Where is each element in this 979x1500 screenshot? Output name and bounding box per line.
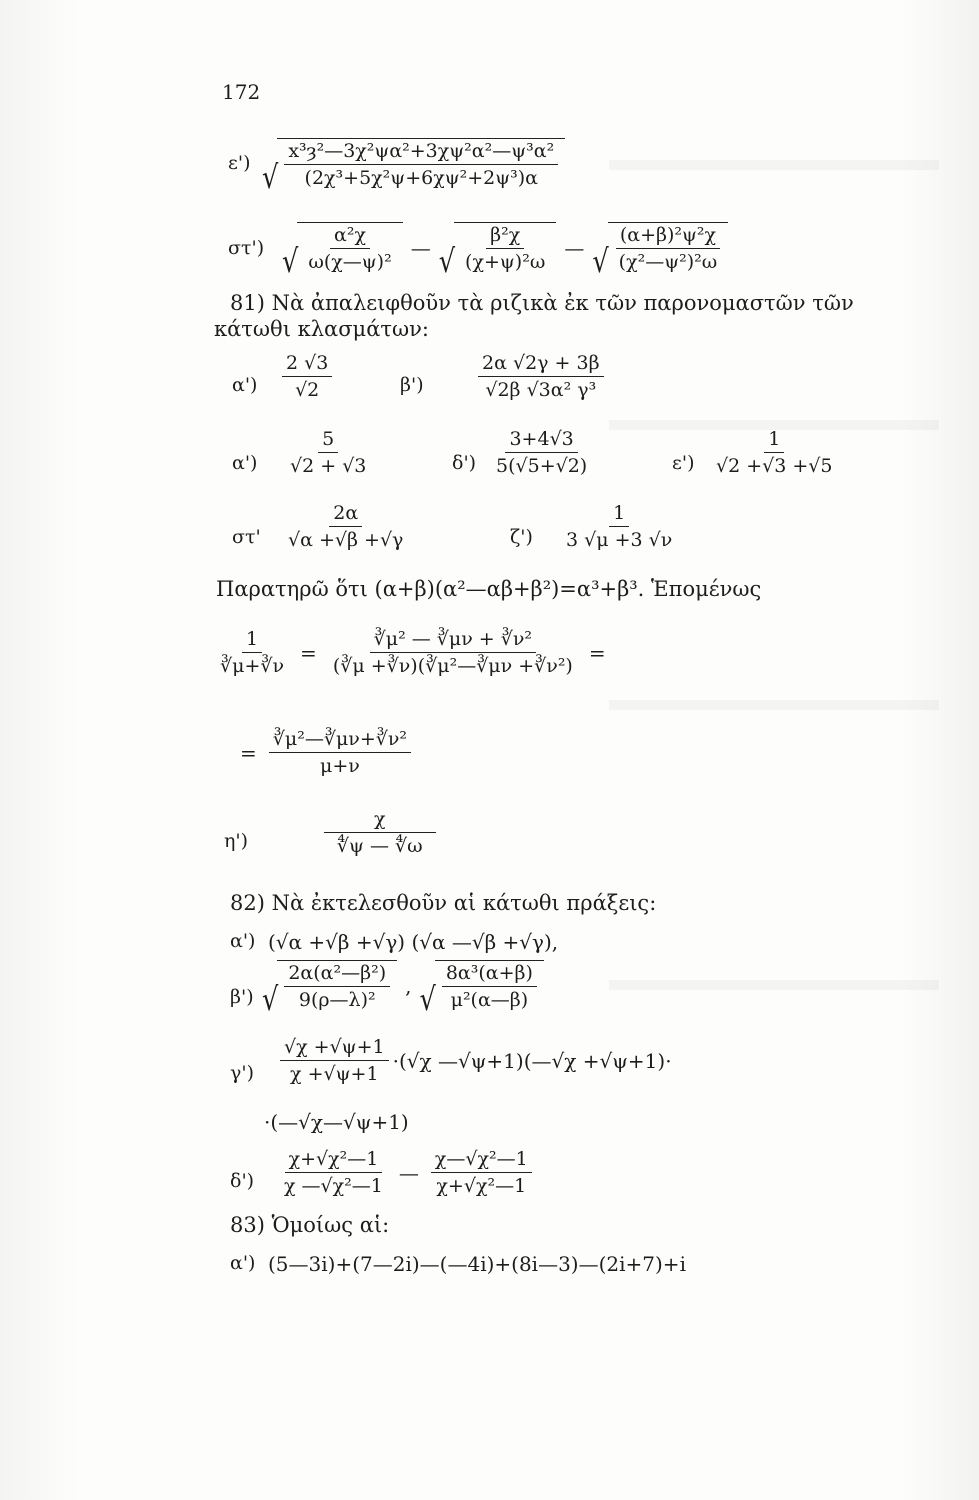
expression: (5—3i)+(7—2i)—(—4i)+(8i—3)—(2i+7)+i (268, 1252, 686, 1276)
numerator: 1 (764, 428, 784, 453)
exercise-label: α') (230, 1252, 256, 1274)
numerator: 8α³(α+β) (442, 962, 537, 987)
product-expression (276, 1036, 672, 1085)
denominator: 3 √μ +3 √ν (566, 529, 673, 551)
exercise-label: στ' (232, 526, 261, 548)
denominator: χ+√χ²—1 (436, 1175, 527, 1197)
denominator: ∛μ+∛ν (220, 655, 285, 677)
denominator: ∜ψ — ∜ω (336, 835, 423, 857)
exercise-label: β') (400, 374, 424, 396)
radical-expression: √ $\frac{\text{x³ȝ²—3χ²ψα²+3χψ²α²—ψ³α²}}{\text{(2χ³+5χ²ψ+6χψ²+2ψ³)α}}$ (262, 138, 565, 189)
numerator: χ—√χ²—1 (431, 1148, 532, 1173)
numerator: ∛μ²—∛μν+∛ν² (269, 728, 411, 753)
fraction (488, 428, 595, 477)
fraction (278, 352, 336, 401)
numerator: 3+4√3 (505, 428, 577, 453)
denominator: (χ+ψ)²ω (465, 251, 546, 273)
radical-expression: √ $\frac{\text{α²χ}}{\text{ω(χ—ψ)²}}$ — √ $\frac{\text{β²χ}}{\text{(χ+ψ)²ω}}$ — √ $\frac{\text{(α+β)²ψ²χ}}{\text{(χ²—ψ²)²ω}}$ (282, 222, 728, 273)
numerator: 1 (609, 502, 629, 527)
denominator: μ²(α—β) (450, 989, 529, 1011)
exercise-label: ε') (672, 452, 695, 474)
exercise-label: β') (230, 986, 254, 1008)
numerator: 5 (318, 428, 338, 453)
numerator: 2α √2γ + 3β (478, 352, 604, 377)
denominator: 9(ρ—λ)² (298, 989, 376, 1011)
bleed-through (609, 160, 939, 170)
exercise-label: ε') (228, 152, 251, 174)
exercise-label: στ') (228, 237, 265, 259)
exercise-label: η') (224, 830, 249, 852)
denominator: √2β √3α² γ³ (485, 379, 597, 401)
exercise-heading: 82) Νὰ ἐκτελεσθοῦν αἱ κάτωθι πράξεις: (230, 891, 657, 915)
expression: (√α +√β +√γ) (√α —√β +√γ), (268, 930, 559, 954)
denominator: (∛μ +∛ν)(∛μ²—∛μν +∛ν²) (332, 655, 573, 677)
fraction (280, 502, 411, 551)
exercise-heading: 83) Ὁμοίως αἱ: (230, 1213, 390, 1237)
difference-expression: $\frac{\text{χ+√χ²—1}}{\text{χ —√χ²—1}}$ — $\frac{\text{χ—√χ²—1}}{\text{χ+√χ²—1}}$ (276, 1148, 536, 1197)
identity-equation: $\frac{1}{∛\mu+∛\nu}$ = $\frac{\text{∛μ² — ∛μν + ∛ν²}}{\text{(∛μ +∛ν)(∛μ²—∛μν +∛ν²)}}$ = (212, 628, 614, 677)
fraction (474, 352, 608, 401)
denominator: √2 + √3 (290, 455, 367, 477)
numerator: 2α (329, 502, 362, 527)
denominator: χ +√ψ+1 (290, 1063, 379, 1085)
exercise-text: κάτωθι κλασμάτων: (214, 317, 429, 341)
fraction (320, 808, 440, 857)
bleed-through (609, 700, 939, 710)
expression: ·(—√χ—√ψ+1) (264, 1110, 409, 1134)
exercise-label: ζ') (510, 526, 533, 548)
exercise-label: α') (232, 452, 258, 474)
denominator: ω(χ—ψ)² (308, 251, 392, 273)
numerator: β²χ (486, 224, 524, 249)
denominator: √2 +√3 +√5 (716, 455, 833, 477)
denominator: (2χ³+5χ²ψ+6χψ²+2ψ³)α (304, 167, 539, 189)
exercise-label: α') (230, 930, 256, 952)
page-number: 172 (222, 80, 261, 104)
denominator: √α +√β +√γ (288, 529, 404, 551)
expression: ·(√χ —√ψ+1)(—√χ +√ψ+1)· (392, 1048, 672, 1073)
numerator: x³ȝ²—3χ²ψα²+3χψ²α²—ψ³α² (284, 140, 558, 165)
numerator: 1 (242, 628, 262, 653)
denominator: (χ²—ψ²)²ω (618, 251, 718, 273)
numerator: 2 √3 (282, 352, 332, 377)
exercise-label: γ') (230, 1062, 254, 1084)
exercise-label: α') (232, 374, 258, 396)
fraction (558, 502, 680, 551)
exercise-heading: 81) Νὰ ἀπαλειφθοῦν τὰ ριζικὰ ἐκ τῶν παρονομαστῶν τῶν (230, 291, 854, 315)
remark-text: Παρατηρῶ ὅτι (α+β)(α²—αβ+β²)=α³+β³. Ἑπομένως (216, 577, 762, 601)
denominator: √2 (295, 379, 320, 401)
denominator: χ —√χ²—1 (284, 1175, 383, 1197)
denominator: μ+ν (319, 755, 360, 777)
exercise-label: δ') (452, 452, 477, 474)
numerator: χ+√χ²—1 (285, 1148, 383, 1173)
bleed-through (609, 980, 939, 990)
numerator: √χ +√ψ+1 (280, 1036, 389, 1061)
numerator: χ (324, 808, 436, 833)
fraction (282, 428, 374, 477)
numerator: (α+β)²ψ²χ (616, 224, 720, 249)
fraction (708, 428, 841, 477)
numerator: α²χ (330, 224, 370, 249)
numerator: 2α(α²—β²) (284, 962, 390, 987)
exercise-label: δ') (230, 1170, 255, 1192)
denominator: 5(√5+√2) (496, 455, 588, 477)
radical-expression: √ $\frac{\text{2α(α²—β²)}}{\text{9(ρ—λ)²}}$ , √ $\frac{\text{8α³(α+β)}}{\text{μ²(α—β)}}$ (262, 960, 544, 1011)
identity-equation: = $\frac{\text{∛μ²—∛μν+∛ν²}}{\mu+\nu}$ (232, 728, 415, 777)
numerator: ∛μ² — ∛μν + ∛ν² (370, 628, 536, 653)
